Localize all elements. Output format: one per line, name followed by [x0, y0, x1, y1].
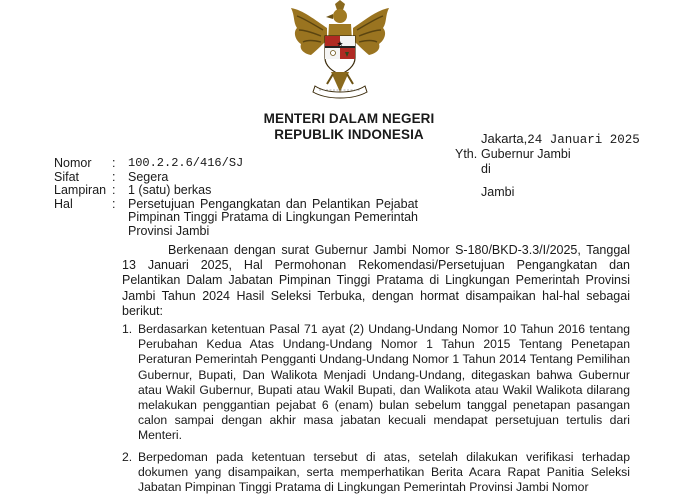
list-item-number: 2.	[122, 449, 133, 464]
letter-intro	[122, 243, 630, 319]
recipient-salutation: Yth.	[455, 147, 478, 161]
recipient-name: Gubernur Jambi	[481, 147, 571, 161]
list-item-text: Berdasarkan ketentuan Pasal 71 ayat (2) Undang-Undang Nomor 10 Tahun 2016 tentang Perubahan Kedua Atas Undang-Undang Nomor 1 Tahun 2015 Tentang Penetapan Peraturan Pemerintah Pengganti Undang-Undang Nomor 1 Tahun 2014 Tentang Pemilihan Gubernur, Bupati, Dan Walikota Menjadi Undang-Undang, ditegaskan bahwa Gubernur atau Wakil Gubernur, Bupati atau Wakil Bupati, dan Walikota atau Wakil Walikota dilarang melakukan penggantian pejabat 6 (enam) bulan sebelum tanggal penetapan pasangan calon sampai dengan akhir masa jabatan kecuali mendapat persetujuan tertulis dari Menteri.	[138, 322, 630, 443]
meta-row-hal: Hal : Persetujuan Pengangkatan dan Pelantikan Pejabat Pimpinan Tinggi Pratama di Lingkungan Pemerintah Provinsi Jambi	[54, 196, 418, 238]
list-item	[122, 450, 630, 496]
letter-place: Jakarta,	[481, 131, 528, 146]
letter-meta-table	[54, 157, 428, 238]
list-item	[122, 322, 630, 444]
meta-label: Nomor	[54, 156, 92, 170]
meta-value: Segera	[128, 169, 169, 184]
letter-date: 24 Januari 2025	[527, 133, 640, 147]
recipient-city: Jambi	[481, 185, 515, 199]
recipient-di: di	[481, 162, 491, 176]
letter-numbered-list	[122, 322, 630, 501]
garuda-emblem-icon	[285, 0, 395, 105]
meta-label: Hal	[54, 196, 73, 211]
list-item-text: Berpedoman pada ketentuan tersebut di atas, setelah dilakukan verifikasi terhadap dokumen yang disampaikan, serta memperhatikan Berita Acara Rapat Panitia Seleksi Jabatan Pimpinan Tinggi Pratama di Lingkungan Pemerintah Provinsi Jambi Nomor	[138, 449, 630, 495]
agency-name-line: MENTERI DALAM NEGERI	[263, 111, 435, 126]
meta-value: 100.2.2.6/416/SJ	[128, 156, 244, 170]
meta-row-nomor: Nomor : 100.2.2.6/416/SJ	[54, 157, 428, 171]
meta-row-sifat: Sifat : Segera	[54, 171, 428, 185]
meta-row-lampiran: Lampiran : 1 (satu) berkas	[54, 184, 428, 198]
meta-value: Persetujuan Pengangkatan dan Pelantikan Pejabat Pimpinan Tinggi Pratama di Lingkungan Pemerintah Provinsi Jambi	[128, 196, 418, 238]
meta-value: 1 (satu) berkas	[128, 183, 212, 197]
letterhead-agency	[259, 111, 439, 143]
list-item-number: 1.	[122, 322, 133, 336]
agency-country-line: REPUBLIK INDONESIA	[274, 127, 424, 142]
recipient-block	[455, 147, 571, 200]
intro-paragraph: Berkenaan dengan surat Gubernur Jambi Nomor S-180/BKD-3.3/I/2025, Tanggal 13 Januari 2025, Hal Permohonan Rekomendasi/Persetujuan Pengangkatan dan Pelantikan Dalam Jabatan Pimpinan Tinggi Pratama di Lingkungan Pemerintah Provinsi Jambi Tahun 2024 Hasil Seleksi Terbuka, dengan hormat disampaikan hal-hal sebagai berikut:	[122, 243, 630, 318]
letter-place-date	[481, 131, 640, 147]
meta-label: Sifat	[54, 169, 80, 184]
meta-label: Lampiran	[54, 183, 107, 197]
